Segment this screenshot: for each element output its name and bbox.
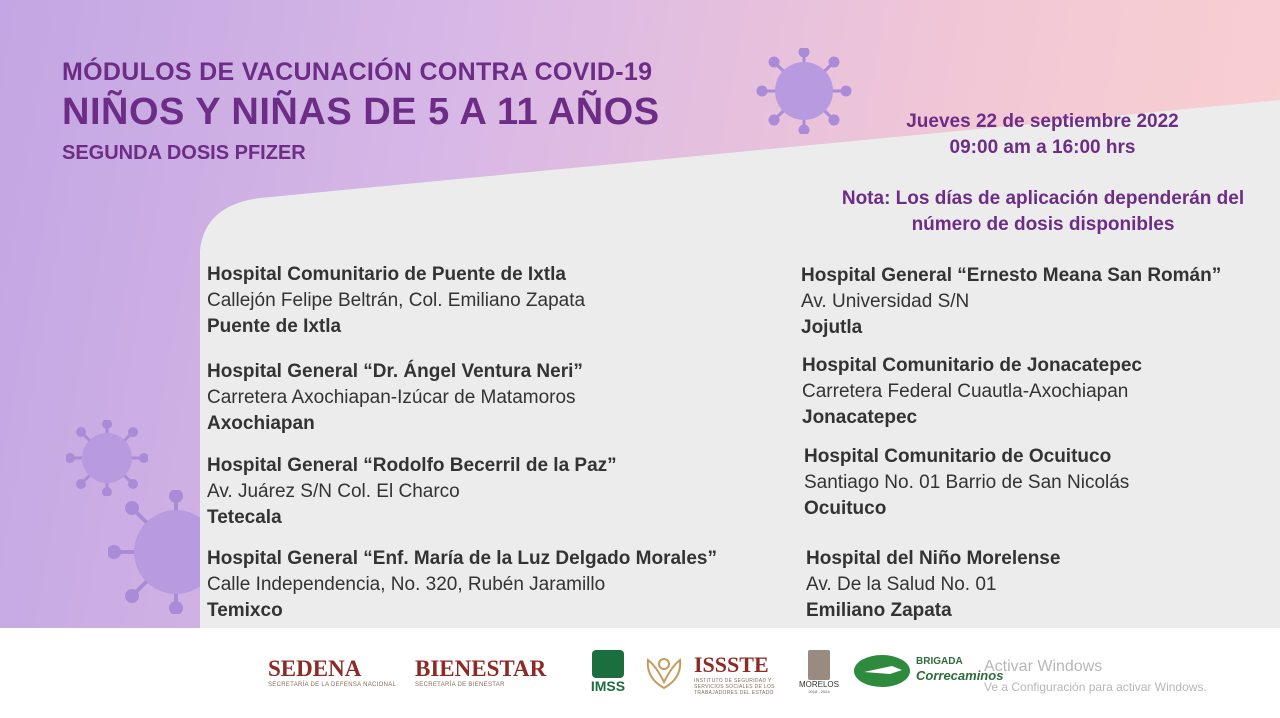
location-name: Hospital del Niño Morelense bbox=[806, 548, 1061, 569]
schedule-date: Jueves 22 de septiembre 2022 bbox=[906, 111, 1179, 132]
imss-logo bbox=[589, 650, 627, 694]
header-line1: MÓDULOS DE VACUNACIÓN CONTRA COVID-19 bbox=[62, 58, 653, 86]
location-city: Tetecala bbox=[207, 507, 282, 528]
eagle-icon bbox=[592, 650, 624, 678]
virus-icon bbox=[66, 420, 148, 496]
morelos-wordmark: MORELOS bbox=[798, 680, 839, 689]
bienestar-subtitle: SECRETARÍA DE BIENESTAR bbox=[415, 682, 505, 688]
correcaminos-label: Correcaminos bbox=[916, 668, 1004, 683]
roadrunner-icon bbox=[852, 654, 912, 688]
location-name: Hospital General “Rodolfo Becerril de la Paz” bbox=[207, 455, 617, 476]
virus-icon bbox=[108, 490, 200, 614]
morelos-years: 2018 - 2024 bbox=[808, 689, 830, 694]
sedena-logo bbox=[268, 656, 396, 688]
location-city: Ocuituco bbox=[804, 498, 887, 519]
sedena-subtitle: SECRETARÍA DE LA DEFENSA NACIONAL bbox=[268, 682, 397, 688]
location-item bbox=[207, 453, 617, 531]
brigada-label: BRIGADA bbox=[916, 656, 963, 667]
location-name: Hospital Comunitario de Jonacatepec bbox=[802, 355, 1142, 376]
morelos-logo bbox=[797, 650, 841, 694]
watermark-subtitle: Ve a Configuración para activar Windows. bbox=[984, 680, 1207, 694]
issste-subtitle: INSTITUTO DE SEGURIDAD Y SERVICIOS SOCIALES DE LOS TRABAJADORES DEL ESTADO bbox=[694, 678, 775, 696]
schedule-hours: 09:00 am a 16:00 hrs bbox=[949, 137, 1136, 158]
imss-wordmark: IMSS bbox=[590, 678, 626, 694]
location-address: Carretera Axochiapan-Izúcar de Matamoros bbox=[207, 387, 576, 408]
location-city: Axochiapan bbox=[207, 413, 315, 434]
availability-note: Nota: Los días de aplicación dependerán del número de dosis disponibles bbox=[841, 188, 1245, 235]
location-address: Carretera Federal Cuautla-Axochiapan bbox=[802, 381, 1129, 402]
activation-watermark bbox=[984, 658, 1207, 694]
location-name: Hospital General “Dr. Ángel Ventura Neri” bbox=[207, 361, 583, 382]
issste-wordmark: ISSSTE bbox=[694, 652, 769, 677]
location-item bbox=[801, 263, 1221, 341]
location-item bbox=[207, 262, 585, 340]
location-name: Hospital General “Ernesto Meana San Román” bbox=[801, 265, 1222, 286]
location-item bbox=[804, 444, 1129, 522]
location-address: Av. Universidad S/N bbox=[801, 291, 970, 312]
location-address: Callejón Felipe Beltrán, Col. Emiliano Zapata bbox=[207, 290, 586, 311]
location-address: Santiago No. 01 Barrio de San Nicolás bbox=[804, 472, 1130, 493]
bienestar-logo bbox=[415, 656, 546, 688]
location-item bbox=[207, 546, 717, 624]
hands-icon bbox=[642, 652, 686, 692]
watermark-title: Activar Windows bbox=[984, 658, 1103, 675]
location-city: Jonacatepec bbox=[802, 407, 918, 428]
location-item bbox=[806, 546, 1060, 624]
location-address: Av. De la Salud No. 01 bbox=[806, 574, 997, 595]
location-item bbox=[802, 353, 1142, 431]
location-city: Temixco bbox=[207, 600, 283, 621]
header-title: NIÑOS Y NIÑAS DE 5 A 11 AÑOS bbox=[62, 91, 660, 133]
location-name: Hospital Comunitario de Puente de Ixtla bbox=[207, 264, 566, 285]
sedena-wordmark: SEDENA bbox=[268, 656, 362, 681]
location-city: Puente de Ixtla bbox=[207, 316, 342, 337]
bienestar-wordmark: BIENESTAR bbox=[415, 656, 547, 681]
location-city: Emiliano Zapata bbox=[806, 600, 952, 621]
location-item bbox=[207, 359, 583, 437]
castle-icon bbox=[808, 650, 830, 680]
location-address: Av. Juárez S/N Col. El Charco bbox=[207, 481, 460, 502]
header-subtitle: SEGUNDA DOSIS PFIZER bbox=[62, 142, 306, 164]
location-name: Hospital Comunitario de Ocuituco bbox=[804, 446, 1112, 467]
location-city: Jojutla bbox=[801, 317, 863, 338]
location-address: Calle Independencia, No. 320, Rubén Jaramillo bbox=[207, 574, 606, 595]
virus-icon bbox=[756, 48, 852, 134]
location-name: Hospital General “Enf. María de la Luz Delgado Morales” bbox=[207, 548, 717, 569]
